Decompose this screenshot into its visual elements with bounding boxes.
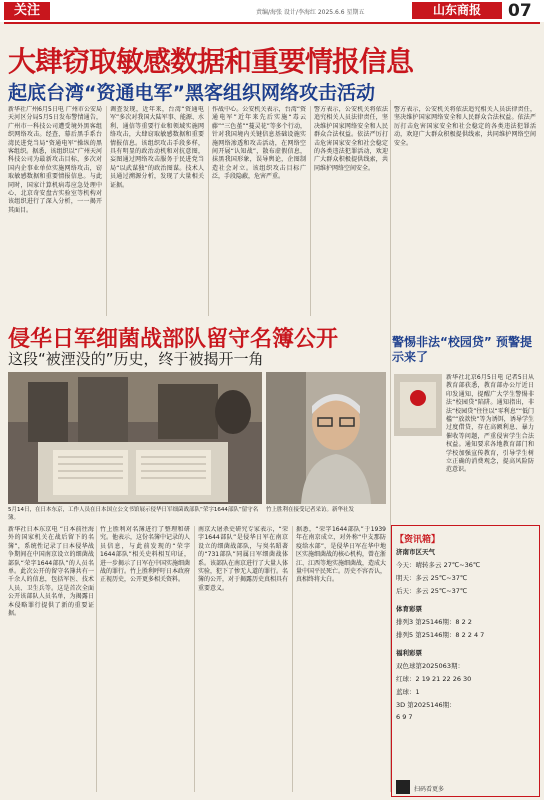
side-story-headline: 警惕非法“校园贷” 预警提示来了 bbox=[392, 335, 532, 364]
sports-lottery-title: 体育彩票 bbox=[396, 605, 422, 613]
section-tag: 关注 bbox=[4, 2, 50, 20]
column-divider bbox=[106, 106, 107, 316]
page-header bbox=[0, 0, 544, 22]
archive-photo bbox=[8, 372, 262, 504]
story1-column-1: 新华社广州6月5日电 广州市公安局天河区分局5月5日发布警情通告，广州市一科技公司遭受境外黑客组织网络攻击。经查，幕后黑手系台湾民进党当局“资通电军”操纵的黑客组织。据悉，该组织以“广州天河科技公司为最新攻击目标，多次对国内企事业单位实施网络攻击，窃取敏感数据和重要情报信息。与此同时，国家计算机病毒应急处理中心、北京奇安盘古实验室等机构对该组织进行了深入分析，一一揭开其面目。 bbox=[8, 106, 102, 214]
red-balls: 红球：2 19 21 22 26 30 bbox=[396, 675, 472, 683]
qr-code-icon bbox=[396, 780, 410, 794]
weather-today: 今天：晴转多云 27℃~36℃ bbox=[396, 561, 481, 569]
lottery-pick3: 排列3 第25146期：8 2 2 bbox=[396, 618, 472, 626]
column-divider bbox=[96, 526, 97, 792]
weather-day-after: 后天：多云 25℃~37℃ bbox=[396, 587, 468, 595]
story1-column-4: 警方表示，公安机关将依法追究相关人员法律责任，坚决维护国家网络安全和人民群众合法权益。依法严厉打击危害国家安全和社会稳定的各类违法犯罪活动，欢迎广大群众积极提供线索，共同维护网络空间安全。 bbox=[314, 106, 388, 172]
info-box-title: 【资讯箱】 bbox=[395, 535, 441, 545]
story2-column-2: 竹上胜利对名簿进行了整理和研究。他表示，这份名簿中记录的人员信息，与此前发现的“荣字1644部队”相关史料相互印证，进一步揭示了日军在中国实施细菌战的罪行。竹上胜利呼吁日本政府正视历史，公开更多相关资料。 bbox=[100, 526, 190, 584]
double-color-issue: 双色球第2025063期： bbox=[396, 662, 464, 670]
side-story-photo bbox=[394, 374, 442, 436]
column-divider bbox=[208, 106, 209, 316]
story2-headline: 侵华日军细菌战部队留守名簿公开 bbox=[8, 327, 339, 352]
story1-headline: 大肆窃取敏感数据和重要情报信息 bbox=[8, 45, 414, 78]
column-divider bbox=[310, 106, 311, 316]
paper-name: 山东商报 bbox=[412, 2, 502, 19]
header-rule bbox=[4, 22, 540, 24]
story2-column-4: 据悉，“荣字1644部队”于1939年在南京成立，对外称“中支那防疫给水部”，是侵华日军在华中地区实施细菌战的核心机构，曾在浙江、江西等地实施细菌战，造成大量中国平民死亡。历史不容否认，真相终将大白。 bbox=[296, 526, 386, 584]
side-story-body: 新华社北京6月5日电 记者5日从教育部获悉，教育部办公厅近日印发通知，提醒广大学生警惕非法“校园贷”陷阱。通知指出，非法“校园贷”往往以“零利息”“低门槛”“放款快”等为诱饵，诱导学生过度借贷，存在高额利息、暴力催收等问题，严重侵害学生合法权益。通知要求各地教育部门和学校加强宣传教育，引导学生树立正确的消费观念，提高风险防范意识。 bbox=[446, 374, 534, 474]
lottery-pick5: 排列5 第25146期：8 2 2 4 7 bbox=[396, 631, 485, 639]
portrait-photo bbox=[266, 372, 386, 504]
3d-issue: 3D 第2025146期： bbox=[396, 701, 456, 709]
portrait-caption: 竹上胜利在接受记者采访。新华社发 bbox=[266, 507, 355, 513]
story2-subheadline: 这段“被湮没的”历史，终于被揭开一角 bbox=[8, 350, 264, 368]
qr-caption: 扫码看更多 bbox=[414, 786, 445, 793]
3d-numbers: 6 9 7 bbox=[396, 713, 413, 721]
story1-subheadline: 起底台湾“资通电军”黑客组织网络攻击活动 bbox=[8, 82, 375, 104]
blue-ball: 蓝球：1 bbox=[396, 688, 420, 696]
page-number: 07 bbox=[508, 1, 532, 21]
column-divider bbox=[292, 526, 293, 792]
weather-city: 济南市区天气 bbox=[396, 548, 435, 556]
weather-tomorrow: 明天：多云 25℃~37℃ bbox=[396, 574, 468, 582]
story1-column-5: 警方表示，公安机关将依法追究相关人员法律责任，坚决维护国家网络安全和人民群众合法权益。依法严厉打击危害国家安全和社会稳定的各类违法犯罪活动，欢迎广大群众积极提供线索，共同维护网络空间安全。 bbox=[394, 106, 536, 147]
photo-caption: 5月14日，在日本东京，工作人员在日本国立公文书馆展示侵华日军细菌战部队“荣字1644部队”留守名簿。 bbox=[8, 507, 259, 521]
issue-meta: 责编/海张 设计/李海红 2025.6.6 星期五 bbox=[256, 9, 365, 16]
story1-column-2: 调查发现，近年来，台湾“资通电军”多次对我国大陆军事、能源、水利、通信等重要行业和领域实施网络攻击，大肆窃取敏感数据和重要情报信息。该组织攻击手段多样，具有明显的政治动机和对抗意图，妄图通过网络攻击服务于民进党当局“以武谋独”的政治图谋。技术人员通过溯源分析，发现了大量相关证据。 bbox=[110, 106, 204, 189]
column-divider bbox=[194, 526, 195, 792]
story2-column-1: 新华社日本东京电 “日本前往海外的国家机关在战后留下的名簿”，系统性记录了日本侵华战争期间在中国南京设立的细菌战部队“荣字1644部队”的人员名单。此次公开的留守名簿共有一千余人的信息，包括军医、技术人员、卫生兵等。这是首次全面公开该部队人员名单，为揭露日本侵略罪行提供了新的重要证据。 bbox=[8, 526, 94, 618]
story2-column-3: 南京大屠杀史研究专家表示，“荣字1644部队”是侵华日军在南京设立的细菌战部队，与臭名昭著的“731部队”同属日军细菌战体系。该部队在南京进行了大量人体实验，犯下了惨无人道的罪行。名簿的公开，对于揭露历史真相具有重要意义。 bbox=[198, 526, 288, 592]
story1-column-3: 作战中心。公安机关表示，台湾“资通电军”近年来先后实施“毒云藤”“三色堇”“蔓灵花”等多个行动，针对我国境内关键信息基础设施实施网络渗透和攻击活动，在网络空间开展“认知战”，散布虚假信息，抹黑我国形象，误导舆论，企图制造社会对立。该组织攻击目标广泛，手段隐蔽，危害严重。 bbox=[212, 106, 306, 181]
welfare-lottery-title: 福利彩票 bbox=[396, 649, 422, 657]
